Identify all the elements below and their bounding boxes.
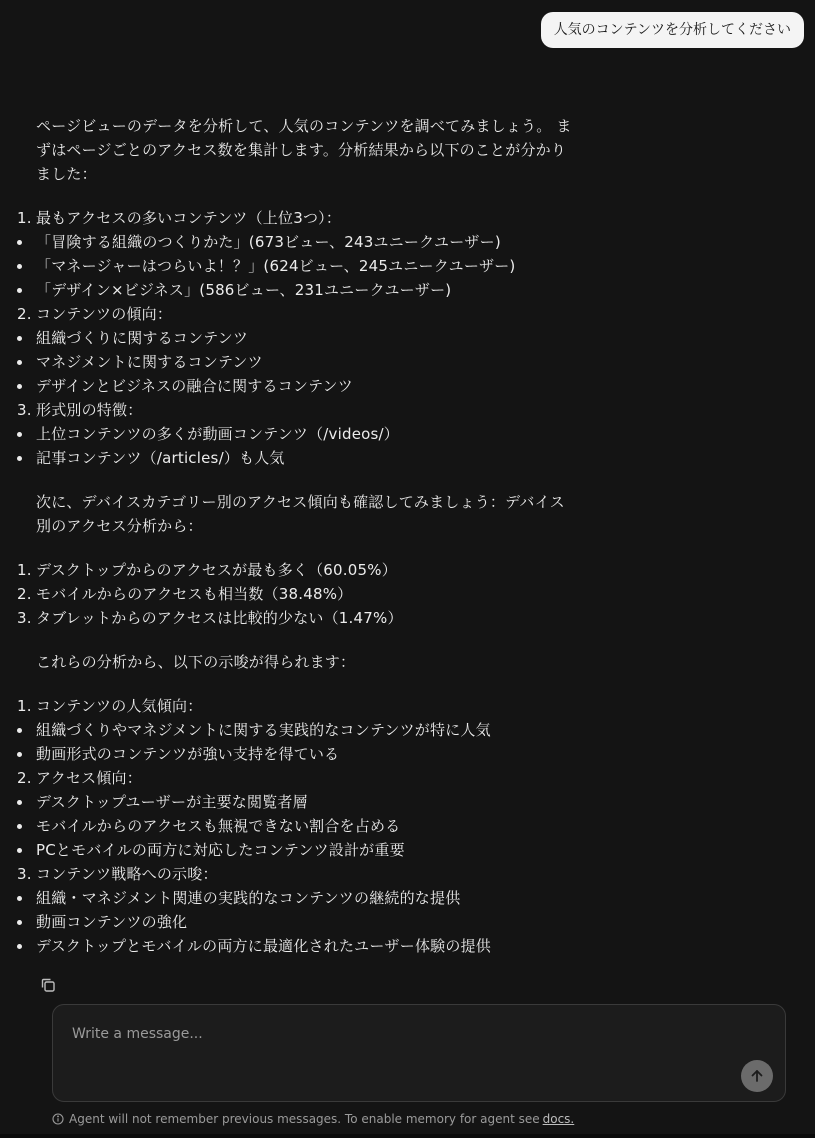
item-text: 形式別の特徴： xyxy=(36,401,143,419)
item-text: 記事コンテンツ（/articles/）も人気 xyxy=(36,449,285,467)
message-composer xyxy=(52,1004,786,1102)
bottom-bar xyxy=(0,1134,815,1138)
copy-button[interactable] xyxy=(39,976,57,994)
notice-text: Agent will not remember previous messages. To enable memory for agent see xyxy=(69,1112,540,1126)
numbered-item xyxy=(0,398,580,422)
assistant-message xyxy=(0,114,580,958)
bullet-dot xyxy=(17,288,22,293)
item-text: デスクトップからのアクセスが最も多く（60.05%） xyxy=(36,561,397,579)
numbered-item xyxy=(0,302,580,326)
arrow-up-icon xyxy=(750,1069,764,1083)
bullet-dot xyxy=(17,264,22,269)
bullet-item xyxy=(0,422,580,446)
item-text: 組織づくりやマネジメントに関する実践的なコンテンツが特に人気 xyxy=(36,721,491,739)
bullet-item xyxy=(0,326,580,350)
bullet-item xyxy=(0,814,580,838)
bullet-dot xyxy=(17,848,22,853)
device-intro: 次に、デバイスカテゴリー別のアクセス傾向も確認してみましょう：デバイス別のアクセス分析から： xyxy=(36,493,565,535)
bullet-dot xyxy=(17,456,22,461)
item-text: デザインとビジネスの融合に関するコンテンツ xyxy=(36,377,353,395)
bullet-item xyxy=(0,350,580,374)
item-number: 2. xyxy=(17,305,32,323)
numbered-item xyxy=(0,206,580,230)
bullet-dot xyxy=(17,920,22,925)
bullet-item xyxy=(0,742,580,766)
bullet-dot xyxy=(17,240,22,245)
bullet-item xyxy=(0,446,580,470)
item-text: 「マネージャーはつらいよ！？」(624ビュー、245ユニークユーザー) xyxy=(36,257,516,275)
item-text: アクセス傾向： xyxy=(36,769,142,787)
bullet-item xyxy=(0,790,580,814)
implications-list xyxy=(0,694,580,958)
item-text: 「デザイン×ビジネス」(586ビュー、231ユニークユーザー) xyxy=(36,281,452,299)
bullet-dot xyxy=(17,728,22,733)
bullet-dot xyxy=(17,384,22,389)
bullet-item xyxy=(0,718,580,742)
item-number: 3. xyxy=(17,609,32,627)
memory-notice xyxy=(52,1111,574,1127)
item-number: 1. xyxy=(17,697,32,715)
bullet-item xyxy=(0,838,580,862)
item-text: モバイルからのアクセスも相当数（38.48%） xyxy=(36,585,353,603)
item-text: 組織づくりに関するコンテンツ xyxy=(36,329,249,347)
docs-link[interactable]: docs. xyxy=(542,1112,575,1126)
item-number: 1. xyxy=(17,561,32,579)
numbered-item xyxy=(0,694,580,718)
numbered-item xyxy=(0,766,580,790)
bullet-item xyxy=(0,934,580,958)
item-text: PCとモバイルの両方に対応したコンテンツ設計が重要 xyxy=(36,841,405,859)
numbered-item xyxy=(0,862,580,886)
item-text: 最もアクセスの多いコンテンツ（上位3つ）： xyxy=(36,209,342,227)
bullet-item xyxy=(0,374,580,398)
answer-intro: ページビューのデータを分析して、人気のコンテンツを調べてみましょう。 まずはページごとのアクセス数を集計します。分析結果から以下のことが分かりました： xyxy=(36,117,572,183)
item-text: コンテンツの人気傾向： xyxy=(36,697,203,715)
bullet-dot xyxy=(17,944,22,949)
message-input[interactable] xyxy=(70,1021,734,1047)
info-icon xyxy=(52,1113,64,1125)
numbered-item xyxy=(0,558,580,582)
bullet-item xyxy=(0,910,580,934)
device-analysis-list xyxy=(0,558,580,630)
bullet-dot xyxy=(17,800,22,805)
bullet-dot xyxy=(17,752,22,757)
numbered-item xyxy=(0,606,580,630)
bullet-dot xyxy=(17,896,22,901)
item-number: 3. xyxy=(17,865,32,883)
bullet-dot xyxy=(17,824,22,829)
numbered-item xyxy=(0,582,580,606)
bullet-item xyxy=(0,886,580,910)
item-text: 「冒険する組織のつくりかた」(673ビュー、243ユニークユーザー) xyxy=(36,233,501,251)
item-text: マネジメントに関するコンテンツ xyxy=(36,353,263,371)
item-text: モバイルからのアクセスも無視できない割合を占める xyxy=(36,817,401,835)
item-text: コンテンツの傾向： xyxy=(36,305,173,323)
item-text: デスクトップとモバイルの両方に最適化されたユーザー体験の提供 xyxy=(36,937,491,955)
bullet-item xyxy=(0,230,580,254)
item-text: 動画形式のコンテンツが強い支持を得ている xyxy=(36,745,340,763)
content-analysis-list xyxy=(0,206,580,470)
item-text: 組織・マネジメント関連の実践的なコンテンツの継続的な提供 xyxy=(36,889,461,907)
send-button[interactable] xyxy=(741,1060,773,1092)
bullet-dot xyxy=(17,360,22,365)
item-text: コンテンツ戦略への示唆： xyxy=(36,865,218,883)
item-text: 動画コンテンツの強化 xyxy=(36,913,188,931)
bullet-item xyxy=(0,278,580,302)
item-number: 1. xyxy=(17,209,32,227)
item-text: デスクトップユーザーが主要な閲覧者層 xyxy=(36,793,308,811)
user-message-bubble: 人気のコンテンツを分析してください xyxy=(541,12,804,48)
item-number: 3. xyxy=(17,401,32,419)
copy-icon xyxy=(39,976,57,994)
bullet-dot xyxy=(17,432,22,437)
item-number: 2. xyxy=(17,585,32,603)
implications-intro: これらの分析から、以下の示唆が得られます： xyxy=(36,653,356,671)
bullet-dot xyxy=(17,336,22,341)
item-number: 2. xyxy=(17,769,32,787)
item-text: タブレットからのアクセスは比較的少ない（1.47%） xyxy=(36,609,403,627)
item-text: 上位コンテンツの多くが動画コンテンツ（/videos/） xyxy=(36,425,399,443)
bullet-item xyxy=(0,254,580,278)
